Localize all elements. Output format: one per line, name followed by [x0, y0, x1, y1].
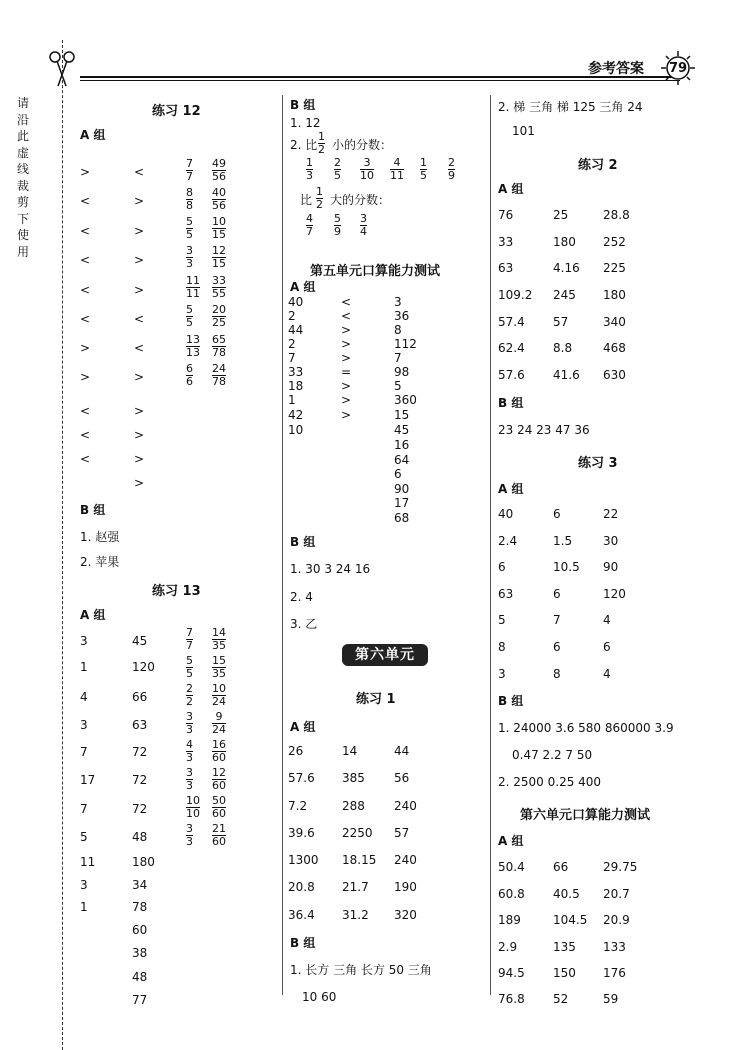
sign: >: [341, 408, 352, 422]
answer: 63: [498, 261, 514, 275]
sign: >: [134, 452, 145, 466]
answer: 57.6: [288, 771, 315, 785]
sign: <: [80, 224, 91, 238]
answer: 6: [603, 640, 611, 654]
fraction: 21 60: [212, 822, 226, 848]
fraction: 1 2: [316, 185, 323, 211]
answer: 2.9: [498, 940, 518, 954]
answer: 72: [132, 745, 148, 759]
answer: 45: [394, 423, 410, 437]
sign: >: [134, 283, 145, 297]
column-divider-1: [282, 95, 283, 995]
answer: 7: [394, 351, 402, 365]
answer-line: 101: [512, 124, 535, 138]
answer: 39.6: [288, 826, 315, 840]
fraction: 16 60: [212, 738, 226, 764]
answer: 180: [603, 288, 626, 302]
answer: 7: [80, 802, 88, 816]
answer: 66: [132, 690, 148, 704]
answer: 8: [553, 667, 561, 681]
answer: 78: [132, 900, 148, 914]
sign: >: [134, 428, 145, 442]
answer: 10.5: [553, 560, 580, 574]
sign: <: [134, 341, 145, 355]
answer: 104.5: [553, 913, 588, 927]
answer: 20.8: [288, 880, 315, 894]
answer: 60.8: [498, 887, 525, 901]
answer: 225: [603, 261, 626, 275]
answer: 57.4: [498, 315, 525, 329]
fraction: 14 35: [212, 626, 226, 652]
answer: 56: [394, 771, 410, 785]
sign: <: [80, 428, 91, 442]
column-divider-2: [490, 95, 491, 995]
answer: 59: [603, 992, 619, 1006]
answer: 189: [498, 913, 521, 927]
group-b-label: B 组: [80, 503, 106, 517]
answer-line: 2. 苹果: [80, 555, 120, 569]
answer: 190: [394, 880, 417, 894]
answer: 8: [394, 323, 402, 337]
answer: 20.9: [603, 913, 630, 927]
sign: >: [341, 379, 352, 393]
answer: 3: [80, 634, 88, 648]
answer: 72: [132, 802, 148, 816]
fraction: 11 11: [186, 274, 200, 300]
answer: 77: [132, 993, 148, 1007]
answer: 180: [132, 855, 155, 869]
exercise-2-heading: 练习 2: [578, 158, 618, 173]
fraction: 12 60: [212, 766, 226, 792]
answer: 66: [553, 860, 569, 874]
answer: 240: [394, 799, 417, 813]
answer: 120: [603, 587, 626, 601]
answer: 6: [498, 560, 506, 574]
fraction: 10 15: [212, 215, 226, 241]
answer: 112: [394, 337, 417, 351]
answer-line: 1. 30 3 24 16: [290, 562, 371, 576]
answer: 133: [603, 940, 626, 954]
fraction: 3 3: [186, 766, 193, 792]
fraction: 7 7: [186, 157, 193, 183]
answer: 17: [80, 773, 96, 787]
answer: 288: [342, 799, 365, 813]
answer: 62.4: [498, 341, 525, 355]
answer: 340: [603, 315, 626, 329]
fraction: 4 7: [306, 212, 313, 238]
fraction: 2 2: [186, 682, 193, 708]
exercise-1-heading: 练习 1: [356, 692, 396, 707]
answer: 6: [553, 507, 561, 521]
answer: 90: [603, 560, 619, 574]
answer: 57: [553, 315, 569, 329]
fraction: 24 78: [212, 362, 226, 388]
answer: 33: [288, 365, 304, 379]
fraction: 6 6: [186, 362, 193, 388]
fraction: 40 56: [212, 186, 226, 212]
answer: 120: [132, 660, 155, 674]
page-number: 79: [668, 61, 688, 76]
fraction: 9 24: [212, 710, 226, 736]
sign: <: [341, 309, 352, 323]
answer: 3: [394, 295, 402, 309]
fraction: 3 3: [186, 710, 193, 736]
sign: <: [80, 283, 91, 297]
answer: 7: [553, 613, 561, 627]
fraction: 7 7: [186, 626, 193, 652]
answer: 4: [80, 690, 88, 704]
answer: 3: [80, 718, 88, 732]
answer: 40: [498, 507, 514, 521]
answer: 50.4: [498, 860, 525, 874]
sign: >: [341, 337, 352, 351]
fraction: 4 3: [186, 738, 193, 764]
answer: 16: [394, 438, 410, 452]
answer: 176: [603, 966, 626, 980]
group-a-label: A 组: [498, 834, 524, 848]
answer: 14: [342, 744, 358, 758]
answer: 8.8: [553, 341, 573, 355]
answer: 5: [394, 379, 402, 393]
sign: >: [134, 476, 145, 490]
answer: 31.2: [342, 908, 369, 922]
fraction: 33 55: [212, 274, 226, 300]
answer: 1: [80, 660, 88, 674]
answer: 385: [342, 771, 365, 785]
answer: 34: [132, 878, 148, 892]
sign: >: [80, 341, 91, 355]
fraction: 3 4: [360, 212, 367, 238]
answer: 48: [132, 830, 148, 844]
answer: 7: [288, 351, 296, 365]
exercise-12-heading: 练习 12: [152, 104, 201, 119]
answer: 2.4: [498, 534, 518, 548]
fraction: 5 9: [334, 212, 341, 238]
header-title: 参考答案: [588, 61, 644, 77]
answer-line: 23 24 23 47 36: [498, 423, 590, 437]
answer-line: 2. 梯 三角 梯 125 三角 24: [498, 100, 643, 114]
answer: 4: [603, 613, 611, 627]
fraction: 8 8: [186, 186, 193, 212]
answer: 2: [288, 337, 296, 351]
answer: 76: [498, 208, 514, 222]
sign: >: [134, 253, 145, 267]
answer: 7: [80, 745, 88, 759]
answer: 72: [132, 773, 148, 787]
answer: 57: [394, 826, 410, 840]
answer: 57.6: [498, 368, 525, 382]
answer: 1300: [288, 853, 319, 867]
fraction: 12 15: [212, 244, 226, 270]
group-b-label: B 组: [290, 936, 316, 950]
answer: 1: [288, 393, 296, 407]
fraction: 1 3: [306, 156, 313, 182]
answer: 4: [603, 667, 611, 681]
answer: 52: [553, 992, 569, 1006]
answer-line: 大的分数：: [330, 193, 391, 207]
answer: 240: [394, 853, 417, 867]
answer: 252: [603, 235, 626, 249]
answer-line: 1. 长方 三角 长方 50 三角: [290, 963, 432, 977]
fraction: 2 5: [334, 156, 341, 182]
answer: 22: [603, 507, 619, 521]
unit6-test-heading: 第六单元口算能力测试: [520, 808, 651, 823]
answer: 38: [132, 946, 148, 960]
answer: 6: [553, 587, 561, 601]
answer: 1: [80, 900, 88, 914]
answer: 6: [394, 467, 402, 481]
sign: <: [80, 312, 91, 326]
unit5-test-heading: 第五单元口算能力测试: [310, 264, 441, 279]
sign: <: [134, 165, 145, 179]
fraction: 5 5: [186, 303, 193, 329]
answer: 2250: [342, 826, 373, 840]
answer: 36: [394, 309, 410, 323]
answer: 7.2: [288, 799, 308, 813]
fraction: 5 5: [186, 215, 193, 241]
answer-line: 比: [300, 193, 313, 207]
answer: 94.5: [498, 966, 525, 980]
sign: >: [80, 370, 91, 384]
group-a-label: A 组: [290, 280, 316, 294]
fraction: 1 2: [318, 130, 325, 156]
answer: 5: [80, 830, 88, 844]
sign: >: [134, 194, 145, 208]
answer: 6: [553, 640, 561, 654]
answer: 28.8: [603, 208, 630, 222]
fraction: 3 10: [360, 156, 374, 182]
answer: 4.16: [553, 261, 580, 275]
answer: 45: [132, 634, 148, 648]
sign: >: [134, 224, 145, 238]
answer-line: 0.47 2.2 7 50: [512, 748, 593, 762]
fraction: 15 35: [212, 654, 226, 680]
answer: 18: [288, 379, 304, 393]
answer: 18.15: [342, 853, 377, 867]
sign: <: [80, 404, 91, 418]
answer: 180: [553, 235, 576, 249]
answer: 98: [394, 365, 410, 379]
answer: 25: [553, 208, 569, 222]
cut-line: [62, 40, 63, 1050]
answer-line: 10 60: [302, 990, 337, 1004]
sign: >: [341, 393, 352, 407]
answer-line: 1. 24000 3.6 580 860000 3.9: [498, 721, 674, 735]
answer: 245: [553, 288, 576, 302]
answer: 109.2: [498, 288, 533, 302]
answer: 63: [132, 718, 148, 732]
sign: >: [341, 323, 352, 337]
answer: 76.8: [498, 992, 525, 1006]
answer: 11: [80, 855, 96, 869]
answer: 40: [288, 295, 304, 309]
sign: <: [80, 253, 91, 267]
answer: 17: [394, 496, 410, 510]
fraction: 10 10: [186, 794, 200, 820]
group-b-label: B 组: [498, 694, 524, 708]
answer: 33: [498, 235, 514, 249]
answer: 21.7: [342, 880, 369, 894]
answer: 1.5: [553, 534, 573, 548]
answer: 3: [80, 878, 88, 892]
answer-line: 3. 乙: [290, 617, 318, 631]
group-b-label: B 组: [290, 535, 316, 549]
sign: >: [341, 351, 352, 365]
answer: 41.6: [553, 368, 580, 382]
header-rule-thin: [80, 80, 680, 81]
fraction: 20 25: [212, 303, 226, 329]
group-a-label: A 组: [498, 182, 524, 196]
fraction: 2 9: [448, 156, 455, 182]
answer: 68: [394, 511, 410, 525]
answer: 40.5: [553, 887, 580, 901]
answer: 3: [498, 667, 506, 681]
answer: 360: [394, 393, 417, 407]
answer: 64: [394, 453, 410, 467]
sign: <: [80, 194, 91, 208]
answer: 15: [394, 408, 410, 422]
group-a-label: A 组: [80, 128, 106, 142]
answer: 60: [132, 923, 148, 937]
answer-line: 2. 2500 0.25 400: [498, 775, 602, 789]
group-a-label: A 组: [80, 608, 106, 622]
answer: 2: [288, 309, 296, 323]
answer: 5: [498, 613, 506, 627]
fraction: 3 3: [186, 822, 193, 848]
answer: 42: [288, 408, 304, 422]
fraction: 49 56: [212, 157, 226, 183]
answer: 63: [498, 587, 514, 601]
answer: 36.4: [288, 908, 315, 922]
answer: 10: [288, 423, 304, 437]
answer: 320: [394, 908, 417, 922]
fraction: 3 3: [186, 244, 193, 270]
answer-line: 2. 比: [290, 138, 318, 152]
answer: 8: [498, 640, 506, 654]
answer: 150: [553, 966, 576, 980]
answer: 30: [603, 534, 619, 548]
sign: <: [80, 452, 91, 466]
fraction: 10 24: [212, 682, 226, 708]
group-a-label: A 组: [498, 482, 524, 496]
sign: =: [341, 365, 352, 379]
fraction: 1 5: [420, 156, 427, 182]
answer: 48: [132, 970, 148, 984]
answer-line: 2. 4: [290, 590, 313, 604]
unit6-banner: 第六单元: [342, 644, 428, 666]
answer: 468: [603, 341, 626, 355]
answer: 44: [288, 323, 304, 337]
answer: 29.75: [603, 860, 638, 874]
answer-line: 1. 赵强: [80, 530, 120, 544]
group-b-label: B 组: [498, 396, 524, 410]
fraction: 13 13: [186, 333, 200, 359]
fraction: 50 60: [212, 794, 226, 820]
answer: 90: [394, 482, 410, 496]
fraction: 5 5: [186, 654, 193, 680]
answer: 26: [288, 744, 304, 758]
exercise-3-heading: 练习 3: [578, 456, 618, 471]
fraction: 4 11: [390, 156, 404, 182]
sign: >: [134, 404, 145, 418]
answer: 135: [553, 940, 576, 954]
sign: <: [134, 312, 145, 326]
answer: 630: [603, 368, 626, 382]
sign: <: [341, 295, 352, 309]
answer-line: 小的分数：: [332, 138, 393, 152]
group-b-label: B 组: [290, 98, 316, 112]
sign: >: [80, 165, 91, 179]
answer: 44: [394, 744, 410, 758]
group-a-label: A 组: [290, 720, 316, 734]
exercise-13-heading: 练习 13: [152, 584, 201, 599]
fraction: 65 78: [212, 333, 226, 359]
answer-line: 1. 12: [290, 116, 321, 130]
answer: 20.7: [603, 887, 630, 901]
sign: >: [134, 370, 145, 384]
cut-instruction: 请 沿 此 虚 线 裁 剪 下 使 用: [16, 96, 29, 259]
